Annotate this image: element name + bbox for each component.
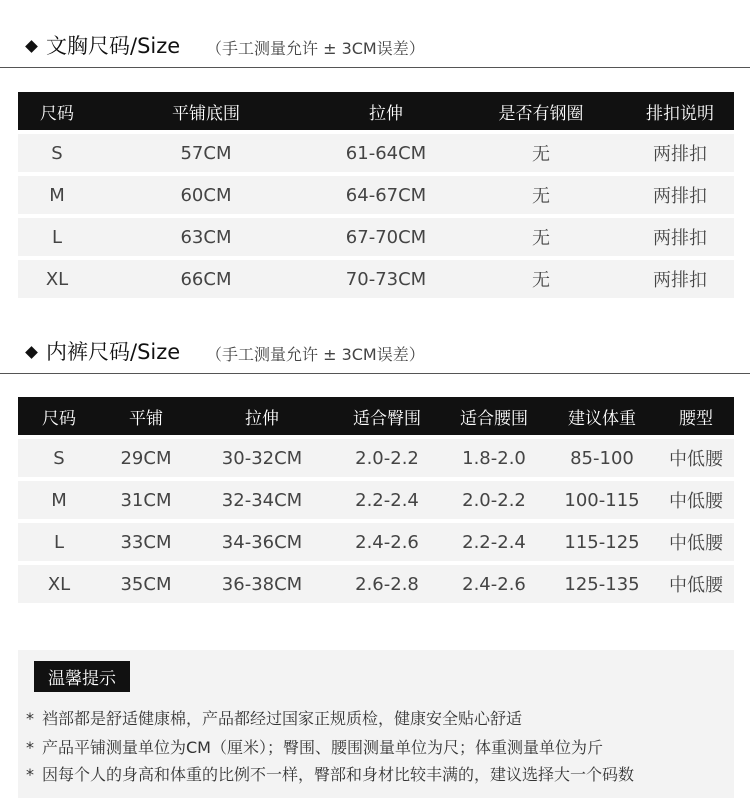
table-cell: 29CM [120,447,172,469]
table-row [18,565,734,603]
column-header: 平铺底围 [172,103,240,124]
table-cell: 中低腰 [669,575,723,596]
table-cell: 2.2-2.4 [355,489,419,511]
table-row [18,260,734,298]
table-cell: L [53,531,65,553]
tip-text: 产品平铺测量单位为CM（厘米）；臀围、腰围测量单位为尺；体重测量单位为斤 [42,738,603,757]
tips-box [18,650,734,798]
table-cell: 64-67CM [345,184,427,206]
column-header: 拉伸 [369,103,403,124]
table-row [18,481,734,519]
bra-size-note: （手工测量允许 ± 3CM误差） [206,39,425,58]
column-header: 适合腰围 [460,408,528,429]
tip-text: 因每个人的身高和体重的比例不一样，臀部和身材比较丰满的，建议选择大一个码数 [42,765,635,784]
table-cell: 1.8-2.0 [462,447,526,469]
briefs-size-note: （手工测量允许 ± 3CM误差） [206,345,425,364]
asterisk-bullet-icon: * [26,738,34,757]
table-row [18,439,734,477]
bra-size-table [18,92,734,298]
column-header: 腰型 [679,408,713,429]
table-cell: S [51,142,63,164]
column-header: 拉伸 [245,408,279,429]
table-cell: M [51,489,67,511]
table-cell: 85-100 [570,447,634,469]
table-cell: 2.4-2.6 [355,531,419,553]
asterisk-bullet-icon: * [26,709,34,728]
tip-line [26,762,634,785]
column-header: 建议体重 [568,408,636,429]
table-cell: 中低腰 [669,449,723,470]
tip-line [26,735,603,758]
table-row [18,218,734,256]
table-cell: 100-115 [564,489,640,511]
table-cell: 60CM [180,184,232,206]
table-cell: 61-64CM [345,142,427,164]
table-header [18,92,734,130]
table-cell: 无 [532,186,550,207]
column-header: 平铺 [129,408,163,429]
table-cell: 2.4-2.6 [462,573,526,595]
table-cell: 34-36CM [221,531,303,553]
briefs-size-table [18,397,734,603]
table-cell: 67-70CM [345,226,427,248]
table-cell: XL [45,268,69,290]
table-cell: 36-38CM [221,573,303,595]
table-cell: 30-32CM [221,447,303,469]
briefs-size-heading [0,334,750,374]
tips-label: 温馨提示 [34,661,130,692]
table-cell: 两排扣 [653,228,707,249]
column-header: 是否有钢圈 [498,103,584,124]
table-cell: S [53,447,65,469]
table-cell: 无 [532,228,550,249]
table-header [18,397,734,435]
asterisk-bullet-icon: * [26,765,34,784]
column-header: 排扣说明 [646,103,714,124]
table-cell: 57CM [180,142,232,164]
table-cell: 115-125 [564,531,640,553]
table-cell: 中低腰 [669,491,723,512]
table-cell: M [49,184,65,206]
column-header: 尺码 [42,408,76,429]
table-row [18,134,734,172]
table-cell: 125-135 [564,573,640,595]
table-cell: 两排扣 [653,144,707,165]
diamond-bullet-icon [25,346,38,359]
diamond-bullet-icon [25,40,38,53]
table-cell: 无 [532,144,550,165]
tip-line [26,706,522,729]
table-cell: 66CM [180,268,232,290]
table-cell: 无 [532,270,550,291]
table-cell: 2.0-2.2 [355,447,419,469]
table-cell: 35CM [120,573,172,595]
table-cell: 31CM [120,489,172,511]
tip-text: 裆部都是舒适健康棉，产品都经过国家正规质检，健康安全贴心舒适 [42,709,523,728]
table-cell: 2.6-2.8 [355,573,419,595]
bra-size-title: 文胸尺码/Size [46,34,181,58]
table-cell: 2.0-2.2 [462,489,526,511]
table-cell: 32-34CM [221,489,303,511]
table-cell: 中低腰 [669,533,723,554]
table-cell: 两排扣 [653,186,707,207]
table-cell: 63CM [180,226,232,248]
table-cell: 70-73CM [345,268,427,290]
table-cell: 两排扣 [653,270,707,291]
column-header: 尺码 [40,103,74,124]
table-row [18,176,734,214]
column-header: 适合臀围 [353,408,421,429]
briefs-size-title: 内裤尺码/Size [46,340,181,364]
table-row [18,523,734,561]
table-cell: 33CM [120,531,172,553]
table-cell: XL [47,573,71,595]
table-cell: 2.2-2.4 [462,531,526,553]
bra-size-heading [0,28,750,68]
table-cell: L [51,226,63,248]
